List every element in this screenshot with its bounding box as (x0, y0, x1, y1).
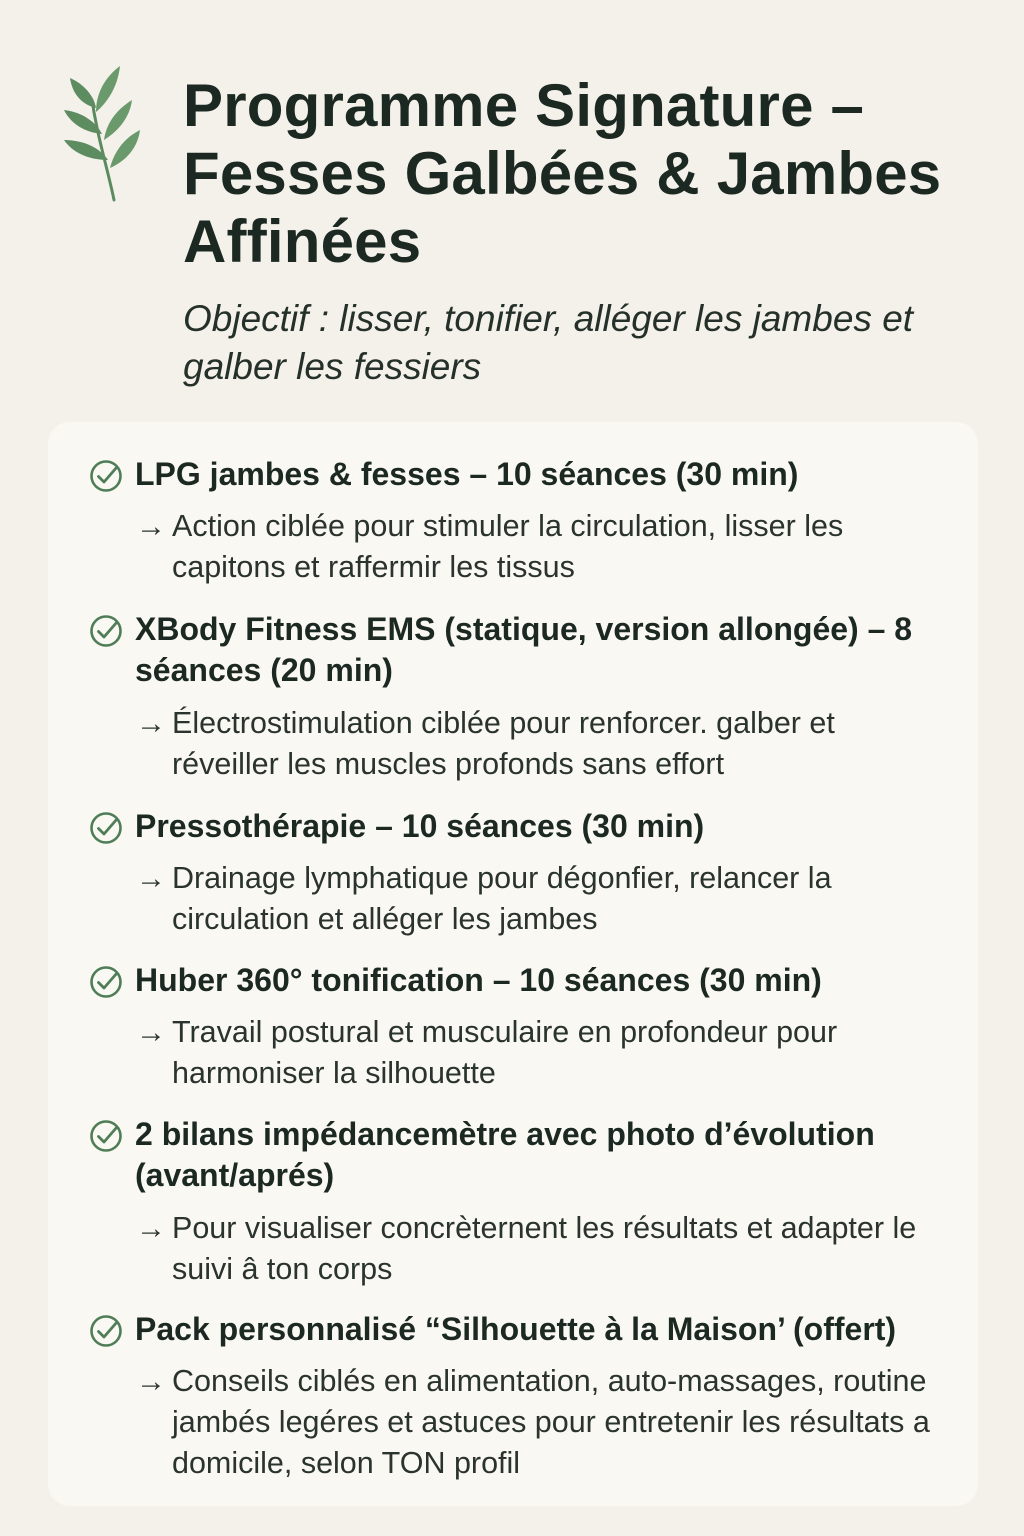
item-title: Pressothérapie – 10 séances (30 min) (135, 808, 705, 844)
item-title: Huber 360° tonification – 10 séances (30 min) (135, 962, 822, 998)
check-circle-icon (88, 1313, 124, 1349)
item-description: Pour visualiser concrèternent les résultats et adapter le suivi â ton corps (172, 1211, 917, 1286)
item-title: LPG jambes & fesses – 10 séances (30 min) (135, 456, 799, 492)
arrow-right-icon: → (136, 1016, 166, 1049)
check-circle-icon (88, 613, 124, 649)
arrow-right-icon: → (136, 510, 166, 543)
item-description: Électrostimulation ciblée pour renforcer. galber et réveiller les muscles profonds sans effort (172, 706, 835, 781)
item-description: Travail postural et musculaire en profondeur pour harmoniser la silhouette (172, 1015, 838, 1090)
item-title: Pack personnalisé “Silhouette à la Maison’ (offert) (135, 1311, 897, 1347)
check-circle-icon (88, 458, 124, 494)
item-title: XBody Fitness EMS (statique, version allongée) – 8 séances (20 min) (135, 611, 913, 688)
check-circle-icon (88, 810, 124, 846)
item-title: 2 bilans impédancemètre avec photo d’évolution (avant/aprés) (135, 1116, 875, 1193)
item-description: Conseils ciblés en alimentation, auto-massages, routine jambés legéres et astuces pour entretenir les résultats a domicile, selon TON profil (172, 1364, 930, 1480)
leaf-icon (58, 60, 142, 204)
item-description: Action ciblée pour stimuler la circulation, lisser les capitons et raffermir les tissus (172, 509, 844, 584)
check-circle-icon (88, 964, 124, 1000)
check-circle-icon (88, 1118, 124, 1154)
arrow-right-icon: → (136, 1365, 166, 1398)
arrow-right-icon: → (136, 707, 166, 740)
page-subtitle: Objectif : lisser, tonifier, alléger les jambes et galber les fessiers (183, 298, 914, 387)
page-title: Programme Signature – Fesses Galbées & Jambes Affinées (183, 72, 942, 275)
arrow-right-icon: → (136, 1212, 166, 1245)
program-card (48, 422, 978, 1506)
arrow-right-icon: → (136, 862, 166, 895)
item-description: Drainage lymphatique pour dégonfier, relancer la circulation et alléger les jambes (172, 861, 832, 936)
